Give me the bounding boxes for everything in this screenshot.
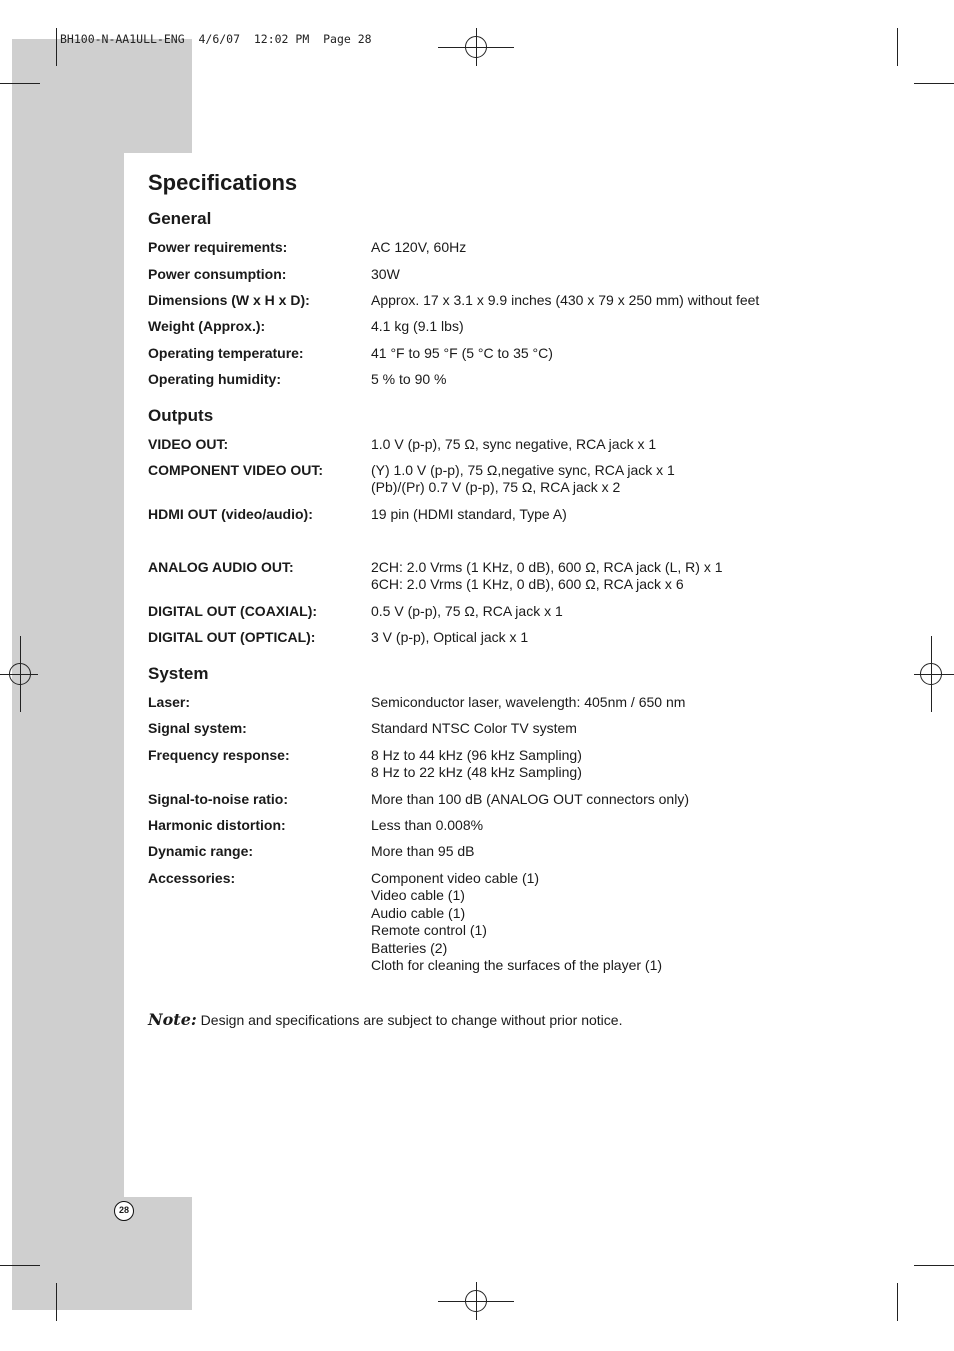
crop-mark [56, 1283, 57, 1321]
spec-label: Signal system: [148, 720, 247, 736]
registration-target [9, 663, 31, 685]
spec-value: Standard NTSC Color TV system [371, 720, 577, 736]
crop-mark [56, 28, 57, 66]
spec-value: More than 95 dB [371, 843, 475, 859]
print-slug: BH100-N-AA1ULL-ENG 4/6/07 12:02 PM Page 28 [60, 32, 372, 46]
gray-margin-bottom [124, 1197, 192, 1310]
spec-value: (Y) 1.0 V (p-p), 75 Ω,negative sync, RCA jack x 1 (Pb)/(Pr) 0.7 V (p-p), 75 Ω, RCA jack x 2 [371, 462, 675, 496]
spec-value: Less than 0.008% [371, 817, 484, 833]
registration-target [920, 663, 942, 685]
spec-label: VIDEO OUT: [148, 436, 229, 452]
spec-value: 19 pin (HDMI standard, Type A) [371, 506, 567, 522]
spec-label: Weight (Approx.): [148, 318, 266, 334]
registration-target [465, 1290, 487, 1312]
crop-mark [914, 1265, 954, 1266]
spec-label: COMPONENT VIDEO OUT: [148, 462, 324, 478]
section-heading-system: System [148, 664, 209, 683]
spec-value: 41 °F to 95 °F (5 °C to 35 °C) [371, 345, 553, 361]
spec-label: Power consumption: [148, 266, 287, 282]
note-label: Note: [148, 1010, 197, 1029]
spec-label: DIGITAL OUT (COAXIAL): [148, 603, 318, 619]
spec-label: Harmonic distortion: [148, 817, 286, 833]
spec-label: DIGITAL OUT (OPTICAL): [148, 629, 316, 645]
page-title: Specifications [148, 170, 298, 195]
spec-value: 3 V (p-p), Optical jack x 1 [371, 629, 529, 645]
crop-mark [0, 1265, 40, 1266]
spec-label: Dimensions (W x H x D): [148, 292, 310, 308]
spec-value: 4.1 kg (9.1 lbs) [371, 318, 464, 334]
spec-value: 2CH: 2.0 Vrms (1 KHz, 0 dB), 600 Ω, RCA jack (L, R) x 1 6CH: 2.0 Vrms (1 KHz, 0 dB), 600 Ω, RCA jack x 6 [371, 559, 723, 593]
spec-label: HDMI OUT (video/audio): [148, 506, 313, 522]
spec-label: Accessories: [148, 870, 236, 886]
crop-mark [897, 1283, 898, 1321]
spec-value: More than 100 dB (ANALOG OUT connectors only) [371, 791, 689, 807]
spec-value: 30W [371, 266, 400, 282]
spec-label: Operating temperature: [148, 345, 304, 361]
section-heading-outputs: Outputs [148, 406, 214, 425]
spec-value: 8 Hz to 44 kHz (96 kHz Sampling) 8 Hz to 22 kHz (48 kHz Sampling) [371, 747, 582, 781]
crop-mark [897, 28, 898, 66]
spec-value: Semiconductor laser, wavelength: 405nm / 650 nm [371, 694, 686, 710]
spec-label: Operating humidity: [148, 371, 281, 387]
crop-mark [0, 83, 40, 84]
page-number: 28 [114, 1201, 134, 1221]
spec-value: Approx. 17 x 3.1 x 9.9 inches (430 x 79 x 250 mm) without feet [371, 292, 760, 308]
gray-margin-top [12, 39, 192, 153]
spec-value: 5 % to 90 % [371, 371, 447, 387]
crop-mark [914, 83, 954, 84]
spec-label: Laser: [148, 694, 191, 710]
spec-label: Power requirements: [148, 239, 288, 255]
spec-label: Dynamic range: [148, 843, 254, 859]
gray-margin-left [12, 153, 124, 1310]
spec-label: ANALOG AUDIO OUT: [148, 559, 294, 575]
spec-label: Frequency response: [148, 747, 290, 763]
spec-value: 0.5 V (p-p), 75 Ω, RCA jack x 1 [371, 603, 563, 619]
note [148, 1010, 622, 1029]
registration-target [465, 36, 487, 58]
section-heading-general: General [148, 209, 212, 228]
spec-label: Signal-to-noise ratio: [148, 791, 288, 807]
spec-value: 1.0 V (p-p), 75 Ω, sync negative, RCA jack x 1 [371, 436, 657, 452]
spec-value: Component video cable (1) Video cable (1) Audio cable (1) Remote control (1) Batteries (2) Cloth for cleaning the surfaces of the player (1) [371, 870, 663, 974]
note-text: Design and specifications are subject to change without prior notice. [196, 1012, 623, 1028]
spec-value: AC 120V, 60Hz [371, 239, 467, 255]
